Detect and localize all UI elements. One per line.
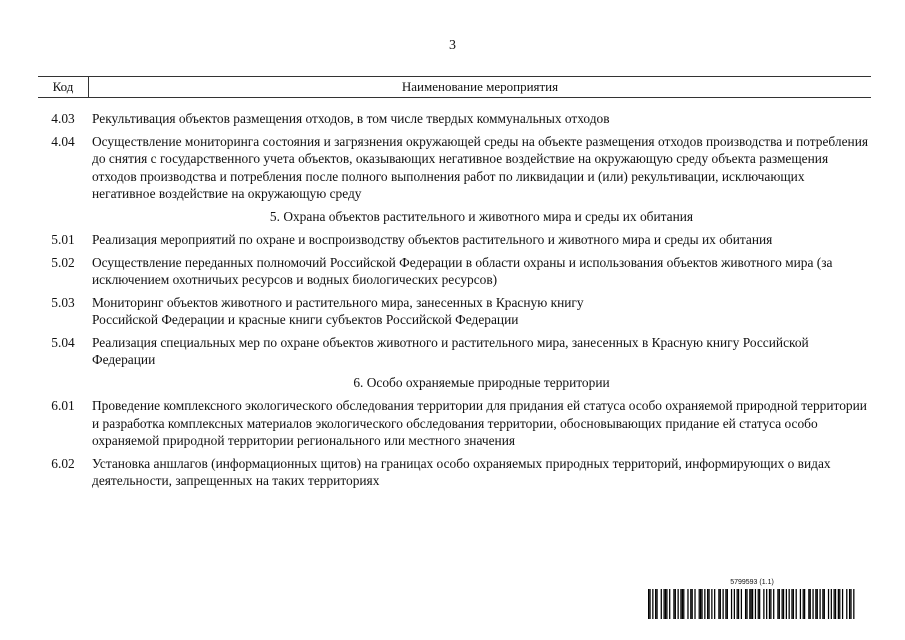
barcode-bar (745, 589, 746, 619)
table-row (38, 231, 871, 249)
barcode-bar (725, 589, 726, 619)
row-name: Проведение комплексного экологического обследования территории для придания ей статуса особо охраняемой природной территории и разработка комплексных материалов экологического обследования территории, обосновывающих придание ей статуса особо охраняемой природной территории регионального или местного значения (92, 398, 867, 448)
table-row (38, 397, 871, 450)
barcode-bar (692, 589, 693, 619)
barcode-bar (815, 589, 816, 619)
page-number: 3 (449, 38, 456, 53)
table-row (38, 133, 871, 203)
barcode-bar (737, 589, 738, 619)
barcode-bar (718, 589, 719, 619)
barcode-bar (766, 589, 767, 619)
barcode-bar (824, 589, 825, 619)
barcode-bar (738, 589, 739, 619)
barcode-bar (734, 589, 735, 619)
barcode-bar (707, 589, 708, 619)
barcode-bar (782, 589, 783, 619)
barcode-bar (680, 589, 681, 619)
barcode-bar (722, 589, 723, 619)
table-row (38, 110, 871, 128)
barcode-bar (763, 589, 764, 619)
barcode-bar (655, 589, 656, 619)
barcode-bar (752, 589, 753, 619)
row-name: Установка аншлагов (информационных щитов) на границах особо охраняемых природных территорий, информирующих о видах деятельности, запрещенных на таких территориях (92, 455, 831, 488)
barcode-bar (648, 589, 649, 619)
header-name: Наименование мероприятия (401, 79, 559, 94)
table-row (38, 294, 871, 329)
barcode-bar (791, 589, 792, 619)
barcode-bar (853, 589, 854, 619)
barcode-bar (779, 589, 780, 619)
barcode-bar (746, 589, 747, 619)
table-row (38, 334, 871, 369)
barcode-bar (839, 589, 840, 619)
barcode-bar (800, 589, 801, 619)
barcode-bar (661, 589, 662, 619)
barcode-bar (850, 589, 851, 619)
barcode-bar (822, 589, 823, 619)
barcode-bars (648, 589, 856, 619)
barcode-bar (846, 589, 847, 619)
row-code: 5.04 (51, 334, 75, 350)
barcode-bar (690, 589, 691, 619)
barcode-bar (834, 589, 835, 619)
row-code: 5.01 (51, 232, 75, 247)
barcode-bar (849, 589, 850, 619)
barcode-bar (751, 589, 752, 619)
barcode-bar (649, 589, 650, 619)
barcode-bar (675, 589, 676, 619)
barcode-bar (678, 589, 679, 619)
header-code: Код (52, 79, 74, 94)
barcode-label: 5799593 (1.1) (730, 579, 774, 586)
barcode-bar (777, 589, 778, 619)
barcode-bar (669, 589, 670, 619)
barcode-bar (770, 589, 771, 619)
barcode-bar (727, 589, 728, 619)
barcode-bar (682, 589, 683, 619)
row-name: Реализация мероприятий по охране и воспроизводству объектов растительного и животного мира и среды их обитания (92, 232, 773, 247)
barcode-bar (711, 589, 712, 619)
barcode-bar (819, 589, 820, 619)
barcode-bar (773, 589, 774, 619)
section-heading: 5. Охрана объектов растительного и животного мира и среды их обитания (269, 208, 694, 224)
barcode-bar (838, 589, 839, 619)
barcode-bar (789, 589, 790, 619)
barcode-bar (817, 589, 818, 619)
row-code: 6.02 (51, 455, 75, 471)
barcode-bar (783, 589, 784, 619)
row-name: Рекультивация объектов размещения отходов, в том числе твердых коммунальных отходов (92, 111, 610, 126)
barcode-bar (673, 589, 674, 619)
barcode-bar (656, 589, 657, 619)
barcode-bar (665, 589, 666, 619)
section-heading: 6. Особо охраняемые природные территории (353, 374, 610, 390)
table-row (38, 254, 871, 289)
barcode-bar (699, 589, 700, 619)
barcode (648, 579, 856, 619)
barcode-bar (700, 589, 701, 619)
barcode-bar (808, 589, 809, 619)
table-body (38, 110, 871, 495)
barcode-bar (755, 589, 756, 619)
barcode-bar (663, 589, 664, 619)
row-name: Осуществление переданных полномочий Российской Федерации в области охраны и использования объектов животного мира (за исключением охотничьих ресурсов и водных биологических ресурсов) (92, 254, 833, 287)
barcode-bar (769, 589, 770, 619)
barcode-bar (759, 589, 760, 619)
barcode-bar (796, 589, 797, 619)
barcode-bar (687, 589, 688, 619)
barcode-bar (749, 589, 750, 619)
barcode-bar (704, 589, 705, 619)
row-name: Мониторинг объектов животного и растительного мира, занесенных в Красную книгу Российской Федерации и красные книги субъектов Российской Федерации (92, 294, 584, 327)
barcode-bar (786, 589, 787, 619)
table-row (38, 455, 871, 490)
barcode-bar (803, 589, 804, 619)
table-header (38, 76, 871, 98)
barcode-bar (828, 589, 829, 619)
row-code: 5.02 (51, 254, 75, 270)
barcode-bar (666, 589, 667, 619)
barcode-bar (731, 589, 732, 619)
barcode-bar (701, 589, 702, 619)
barcode-bar (758, 589, 759, 619)
row-code: 6.01 (51, 398, 75, 413)
row-code: 5.03 (51, 294, 75, 310)
barcode-bar (708, 589, 709, 619)
barcode-bar (810, 589, 811, 619)
barcode-bar (652, 589, 653, 619)
barcode-bar (694, 589, 695, 619)
barcode-bar (741, 589, 742, 619)
barcode-bar (714, 589, 715, 619)
barcode-bar (804, 589, 805, 619)
barcode-bar (720, 589, 721, 619)
row-name: Реализация специальных мер по охране объектов животного и растительного мира, занесенных в Красную книгу Российской Федерации (92, 334, 809, 367)
row-name: Осуществление мониторинга состояния и загрязнения окружающей среды на объекте размещения отходов производства и потребления до снятия с государственного учета объектов, оказывающих негативное воздействие на окружающую среду объекта размещения отходов производства и потребления после полного выполнения работ по ликвидации и (или) рекультивации, исключающих негативное воздействие на окружающую среду (92, 133, 869, 201)
barcode-bar (812, 589, 813, 619)
barcode-bar (835, 589, 836, 619)
row-code: 4.03 (51, 111, 75, 126)
row-code: 4.04 (51, 133, 75, 149)
barcode-bar (683, 589, 684, 619)
barcode-bar (831, 589, 832, 619)
barcode-bar (842, 589, 843, 619)
barcode-bar (793, 589, 794, 619)
